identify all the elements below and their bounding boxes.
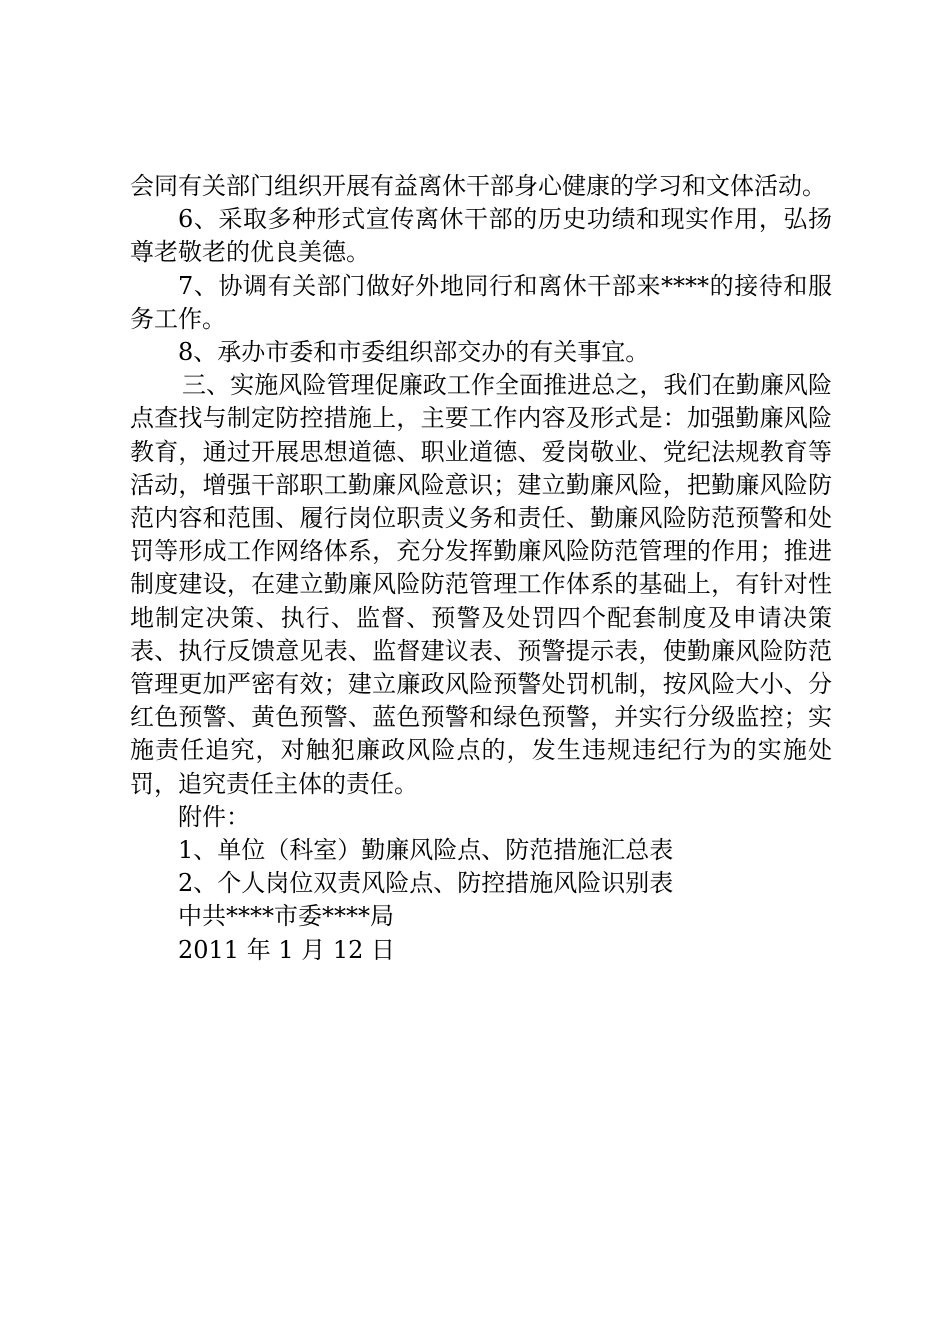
paragraph-continuation: 会同有关部门组织开展有益离休干部身心健康的学习和文体活动。 (130, 172, 826, 200)
document-body (130, 170, 832, 967)
attachments-label: 附件： (178, 802, 250, 831)
signature-organization: 中共****市委****局 (178, 902, 394, 931)
attachment-item-1: 1、单位（科室）勤廉风险点、防范措施汇总表 (178, 836, 674, 865)
document-date: 2011 年 1 月 12 日 (178, 935, 396, 964)
attachment-item-2: 2、个人岗位双责风险点、防控措施风险识别表 (178, 869, 674, 898)
paragraph-item-8: 8、承办市委和市委组织部交办的有关事宜。 (178, 338, 650, 367)
paragraph-item-6: 6、采取多种形式宣传离休干部的历史功绩和现实作用，弘扬尊老敬老的优良美德。 (130, 205, 832, 267)
paragraph-section-three: 三、实施风险管理促廉政工作全面推进总之，我们在勤廉风险点查找与制定防控措施上，主要工作内容及形式是：加强勤廉风险教育，通过开展思想道德、职业道德、爱岗敬业、党纪法规教育等活动，增强干部职工勤廉风险意识；建立勤廉风险，把勤廉风险防范内容和范围、履行岗位职责义务和责任、勤廉风险防范预警和处罚等形成工作网络体系，充分发挥勤廉风险防范管理的作用；推进制度建设，在建立勤廉风险防范管理工作体系的基础上，有针对性地制定决策、执行、监督、预警及处罚四个配套制度及申请决策表、执行反馈意见表、监督建议表、预警提示表，使勤廉风险防范管理更加严密有效；建立廉政风险预警处罚机制，按风险大小、分红色预警、黄色预警、蓝色预警和绿色预警，并实行分级监控；实施责任追究，对触犯廉政风险点的，发生违规违纪行为的实施处罚，追究责任主体的责任。 (130, 371, 832, 798)
paragraph-item-7: 7、协调有关部门做好外地同行和离休干部来****的接待和服务工作。 (130, 271, 832, 333)
